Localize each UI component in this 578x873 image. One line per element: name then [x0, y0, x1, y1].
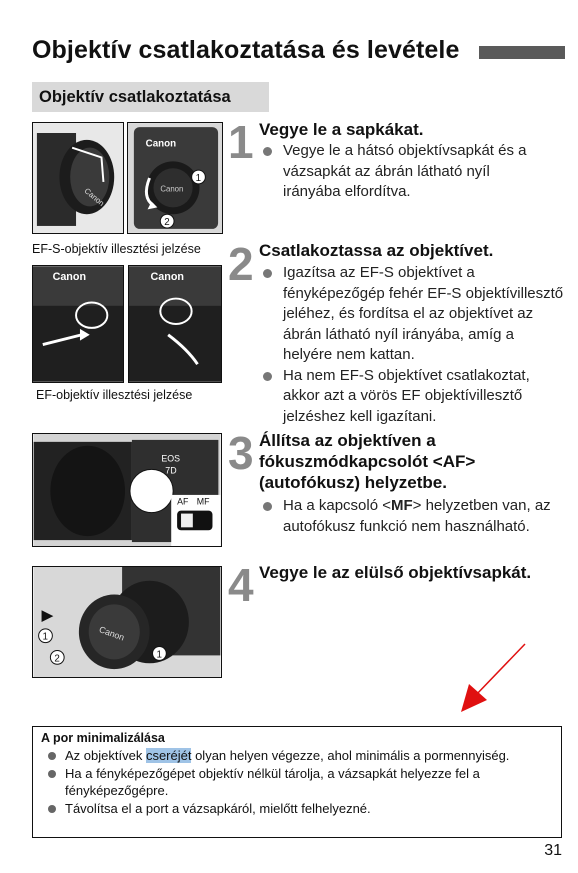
svg-text:Canon: Canon [97, 624, 126, 643]
svg-text:Canon: Canon [52, 270, 87, 283]
step-title: Vegye le az elülső objektívsapkát. [259, 563, 532, 582]
callout-1: 1 [195, 172, 202, 184]
bullet-dot-icon [263, 372, 272, 381]
svg-text:Canon: Canon [160, 184, 184, 194]
note-item: Távolítsa el a port a vázsapkáról, mielőtt felhelyezné. [41, 800, 553, 818]
step-title: Csatlakoztassa az objektívet. [259, 241, 494, 260]
title-decoration-bar [479, 46, 565, 59]
section-heading: Objektív csatlakoztatása [32, 82, 269, 112]
bullet-dot-icon [48, 770, 56, 778]
page-title: Objektív csatlakoztatása és levétele [32, 36, 460, 64]
bullet-dot-icon [263, 147, 272, 156]
step-bullets [259, 496, 564, 537]
bullet-dot-icon [48, 752, 56, 760]
bullet-item: Igazítsa az EF-S objektívet a fényképezőgép fehér EF-S objektívillesztő jeléhez, és fordítsa el az objektívet az ábrán látható nyíl irányába, amíg a helyére nem kattan. [259, 263, 564, 366]
photo-focus-mode-switch [32, 433, 222, 547]
step-number: 4 [228, 559, 254, 611]
bullet-dot-icon [263, 269, 272, 278]
svg-text:7D: 7D [165, 465, 177, 476]
callout-2: 2 [164, 217, 170, 228]
dust-tips-box [32, 726, 562, 838]
bullet-dot-icon [48, 805, 56, 813]
page-number: 31 [544, 842, 562, 859]
svg-text:1: 1 [42, 631, 49, 643]
step-number: 3 [228, 427, 254, 479]
step-bullets [259, 263, 564, 427]
bullet-item: Ha a kapcsoló <MF> helyzetben van, az autofókusz funkció nem használható. [259, 496, 564, 537]
photo-ef-s-mount [32, 265, 124, 383]
photo-rear-lens-cap [32, 122, 124, 234]
bullet-dot-icon [263, 502, 272, 511]
note-item: Ha a fényképezőgépet objektív nélkül tárolja, a vázsapkát helyezze fel a fényképezőgépre. [41, 765, 553, 800]
photo-front-lens-cap [32, 566, 222, 678]
eos-text: EOS [161, 453, 181, 464]
svg-text:Canon: Canon [150, 270, 184, 283]
step-title: Állítsa az objektíven a fókuszmódkapcsolót <AF> (autofókusz) helyzetbe. [259, 431, 476, 492]
mf-label: MF [196, 496, 210, 507]
note-title: A por minimalizálása [41, 731, 165, 745]
bullet-item: Ha nem EF-S objektívet csatlakoztat, akkor azt a vörös EF objektívillesztő jelzéshez kell igazítani. [259, 366, 564, 428]
caption-ef-mark: EF-objektív illesztési jelzése [36, 388, 193, 402]
step-number: 1 [228, 116, 254, 168]
step-number: 2 [228, 238, 254, 290]
highlighted-word[interactable]: cseréjét [145, 748, 192, 763]
step-title: Vegye le a sapkákat. [259, 120, 424, 139]
canon-logo-text: Canon [82, 186, 107, 209]
bullet-item: Vegye le a hátsó objektívsapkát és a vázsapkát az ábrán látható nyíl irányába elfordítva. [259, 141, 549, 203]
svg-text:1: 1 [156, 649, 162, 661]
step-bullets [259, 141, 549, 203]
canon-logo-text: Canon [145, 138, 177, 150]
caption-ef-s-mark: EF-S-objektív illesztési jelzése [32, 242, 201, 256]
annotation-arrow-icon [455, 640, 535, 720]
photo-ef-mount [128, 265, 222, 383]
photo-body-cap [127, 122, 223, 234]
af-label: AF [177, 496, 189, 507]
note-item: Az objektívek cseréjét olyan helyen végezze, ahol minimális a pormennyiség. [41, 747, 553, 765]
svg-text:2: 2 [54, 653, 60, 665]
